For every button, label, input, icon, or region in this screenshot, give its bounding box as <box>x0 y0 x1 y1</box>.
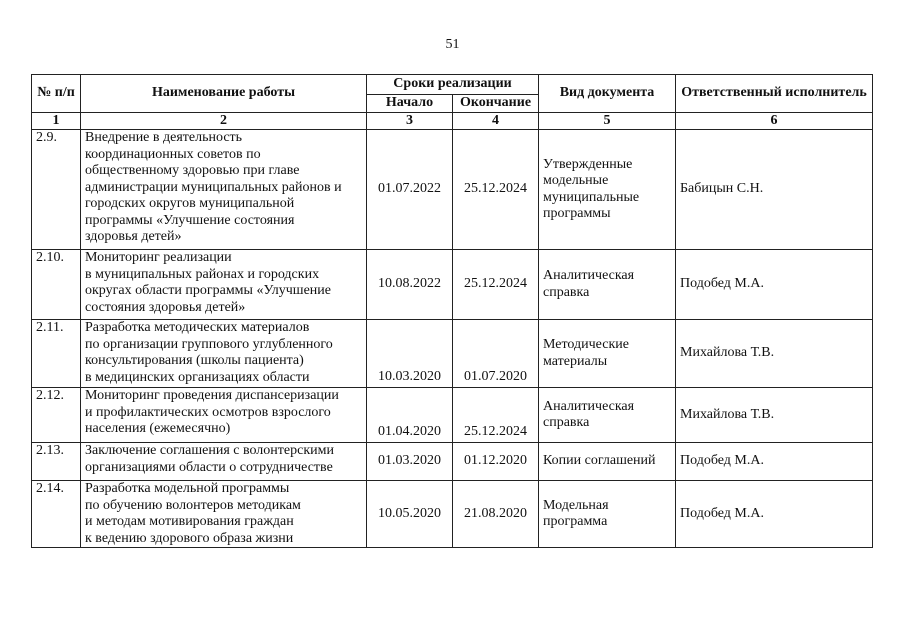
doc-type-line: модельные <box>543 173 609 188</box>
doc-type-line: Методические <box>543 337 629 352</box>
work-name-line: и методам мотивирования граждан <box>85 514 294 529</box>
doc-type-line: справка <box>543 415 590 430</box>
work-name-line: Мониторинг проведения диспансеризации <box>85 388 339 403</box>
header-responsible: Ответственный исполнитель <box>676 75 873 113</box>
table-row <box>32 250 873 320</box>
cell-responsible: Подобед М.А. <box>676 250 873 320</box>
header-start: Начало <box>367 95 453 113</box>
work-name-line: по обучению волонтеров методикам <box>85 497 301 513</box>
cell-num: 2.11. <box>32 320 81 388</box>
cell-num: 2.13. <box>32 443 81 481</box>
column-numbers-row <box>32 112 873 130</box>
cell-start-date: 10.05.2020 <box>367 481 453 548</box>
work-name-line: Мониторинг реализации <box>85 250 232 265</box>
cell-num: 2.9. <box>32 130 81 250</box>
column-number: 2 <box>81 112 367 130</box>
header-num: № п/п <box>32 75 81 113</box>
table-row <box>32 320 873 388</box>
cell-num: 2.10. <box>32 250 81 320</box>
work-plan-table <box>31 74 873 548</box>
cell-start-date: 01.04.2020 <box>367 388 453 443</box>
doc-type-line: муниципальные <box>543 189 640 205</box>
header-end: Окончание <box>453 95 539 113</box>
work-name-line: программы «Улучшение состояния <box>85 212 295 228</box>
table-row <box>32 481 873 548</box>
work-name-line: в медицинских организациях области <box>85 369 310 385</box>
work-name-line: Разработка модельной программы <box>85 481 290 496</box>
cell-end-date: 25.12.2024 <box>453 130 539 250</box>
doc-type-line: Копии соглашений <box>543 453 656 469</box>
cell-start-date: 10.03.2020 <box>367 320 453 388</box>
work-name-line: администрации муниципальных районов и <box>85 179 342 195</box>
cell-responsible: Подобед М.А. <box>676 443 873 481</box>
work-name-line: к ведению здорового образа жизни <box>85 530 294 546</box>
cell-start-date: 10.08.2022 <box>367 250 453 320</box>
cell-work-name <box>81 443 367 481</box>
column-number: 1 <box>32 112 81 130</box>
cell-responsible: Подобед М.А. <box>676 481 873 548</box>
work-name-line: организациями области о сотрудничестве <box>85 459 333 475</box>
column-number: 3 <box>367 112 453 130</box>
page-number: 51 <box>445 37 460 52</box>
work-name-line: городских округов муниципальной <box>85 196 295 211</box>
cell-end-date: 21.08.2020 <box>453 481 539 548</box>
cell-doc-type <box>539 320 676 388</box>
column-number: 4 <box>453 112 539 130</box>
cell-doc-type <box>539 481 676 548</box>
cell-end-date: 01.07.2020 <box>453 320 539 388</box>
cell-end-date: 25.12.2024 <box>453 388 539 443</box>
cell-start-date: 01.03.2020 <box>367 443 453 481</box>
work-name-line: координационных советов по <box>85 146 261 162</box>
column-number: 5 <box>539 112 676 130</box>
cell-end-date: 25.12.2024 <box>453 250 539 320</box>
cell-doc-type <box>539 388 676 443</box>
cell-end-date: 01.12.2020 <box>453 443 539 481</box>
work-name-line: округах области программы «Улучшение <box>85 283 331 298</box>
doc-type-line: программа <box>543 514 608 529</box>
column-number: 6 <box>676 112 873 130</box>
cell-responsible: Бабицын С.Н. <box>676 130 873 250</box>
header-doc-type: Вид документа <box>539 75 676 113</box>
doc-type-line: Аналитическая <box>543 268 635 283</box>
work-name-line: Разработка методических материалов <box>85 320 310 335</box>
cell-start-date: 01.07.2022 <box>367 130 453 250</box>
work-name-line: населения (ежемесячно) <box>85 421 231 436</box>
doc-type-line: Аналитическая <box>543 398 635 414</box>
cell-work-name <box>81 388 367 443</box>
work-name-line: и профилактических осмотров взрослого <box>85 404 331 420</box>
work-name-line: состояния здоровья детей» <box>85 299 246 315</box>
cell-responsible: Михайлова Т.В. <box>676 320 873 388</box>
work-name-line: здоровья детей» <box>85 229 182 244</box>
header-name: Наименование работы <box>81 75 367 113</box>
work-name-line: по организации группового углубленного <box>85 336 333 352</box>
doc-type-line: материалы <box>543 353 608 369</box>
doc-type-line: Утвержденные <box>543 156 633 172</box>
table-row <box>32 388 873 443</box>
doc-type-line: программы <box>543 206 611 221</box>
doc-type-line: Модельная <box>543 497 609 513</box>
doc-type-line: справка <box>543 284 590 300</box>
cell-doc-type <box>539 443 676 481</box>
work-name-line: Заключение соглашения с волонтерскими <box>85 443 334 458</box>
table-row <box>32 443 873 481</box>
cell-responsible: Михайлова Т.В. <box>676 388 873 443</box>
work-name-line: Внедрение в деятельность <box>85 130 243 145</box>
work-name-line: общественному здоровью при главе <box>85 163 300 178</box>
work-name-line: в муниципальных районах и городских <box>85 266 320 282</box>
cell-num: 2.14. <box>32 481 81 548</box>
cell-num: 2.12. <box>32 388 81 443</box>
table-row <box>32 130 873 250</box>
cell-work-name <box>81 320 367 388</box>
header-terms: Сроки реализации <box>367 75 539 95</box>
cell-work-name <box>81 481 367 548</box>
cell-doc-type <box>539 250 676 320</box>
cell-work-name <box>81 130 367 250</box>
cell-work-name <box>81 250 367 320</box>
work-name-line: консультирования (школы пациента) <box>85 353 304 368</box>
cell-doc-type <box>539 130 676 250</box>
